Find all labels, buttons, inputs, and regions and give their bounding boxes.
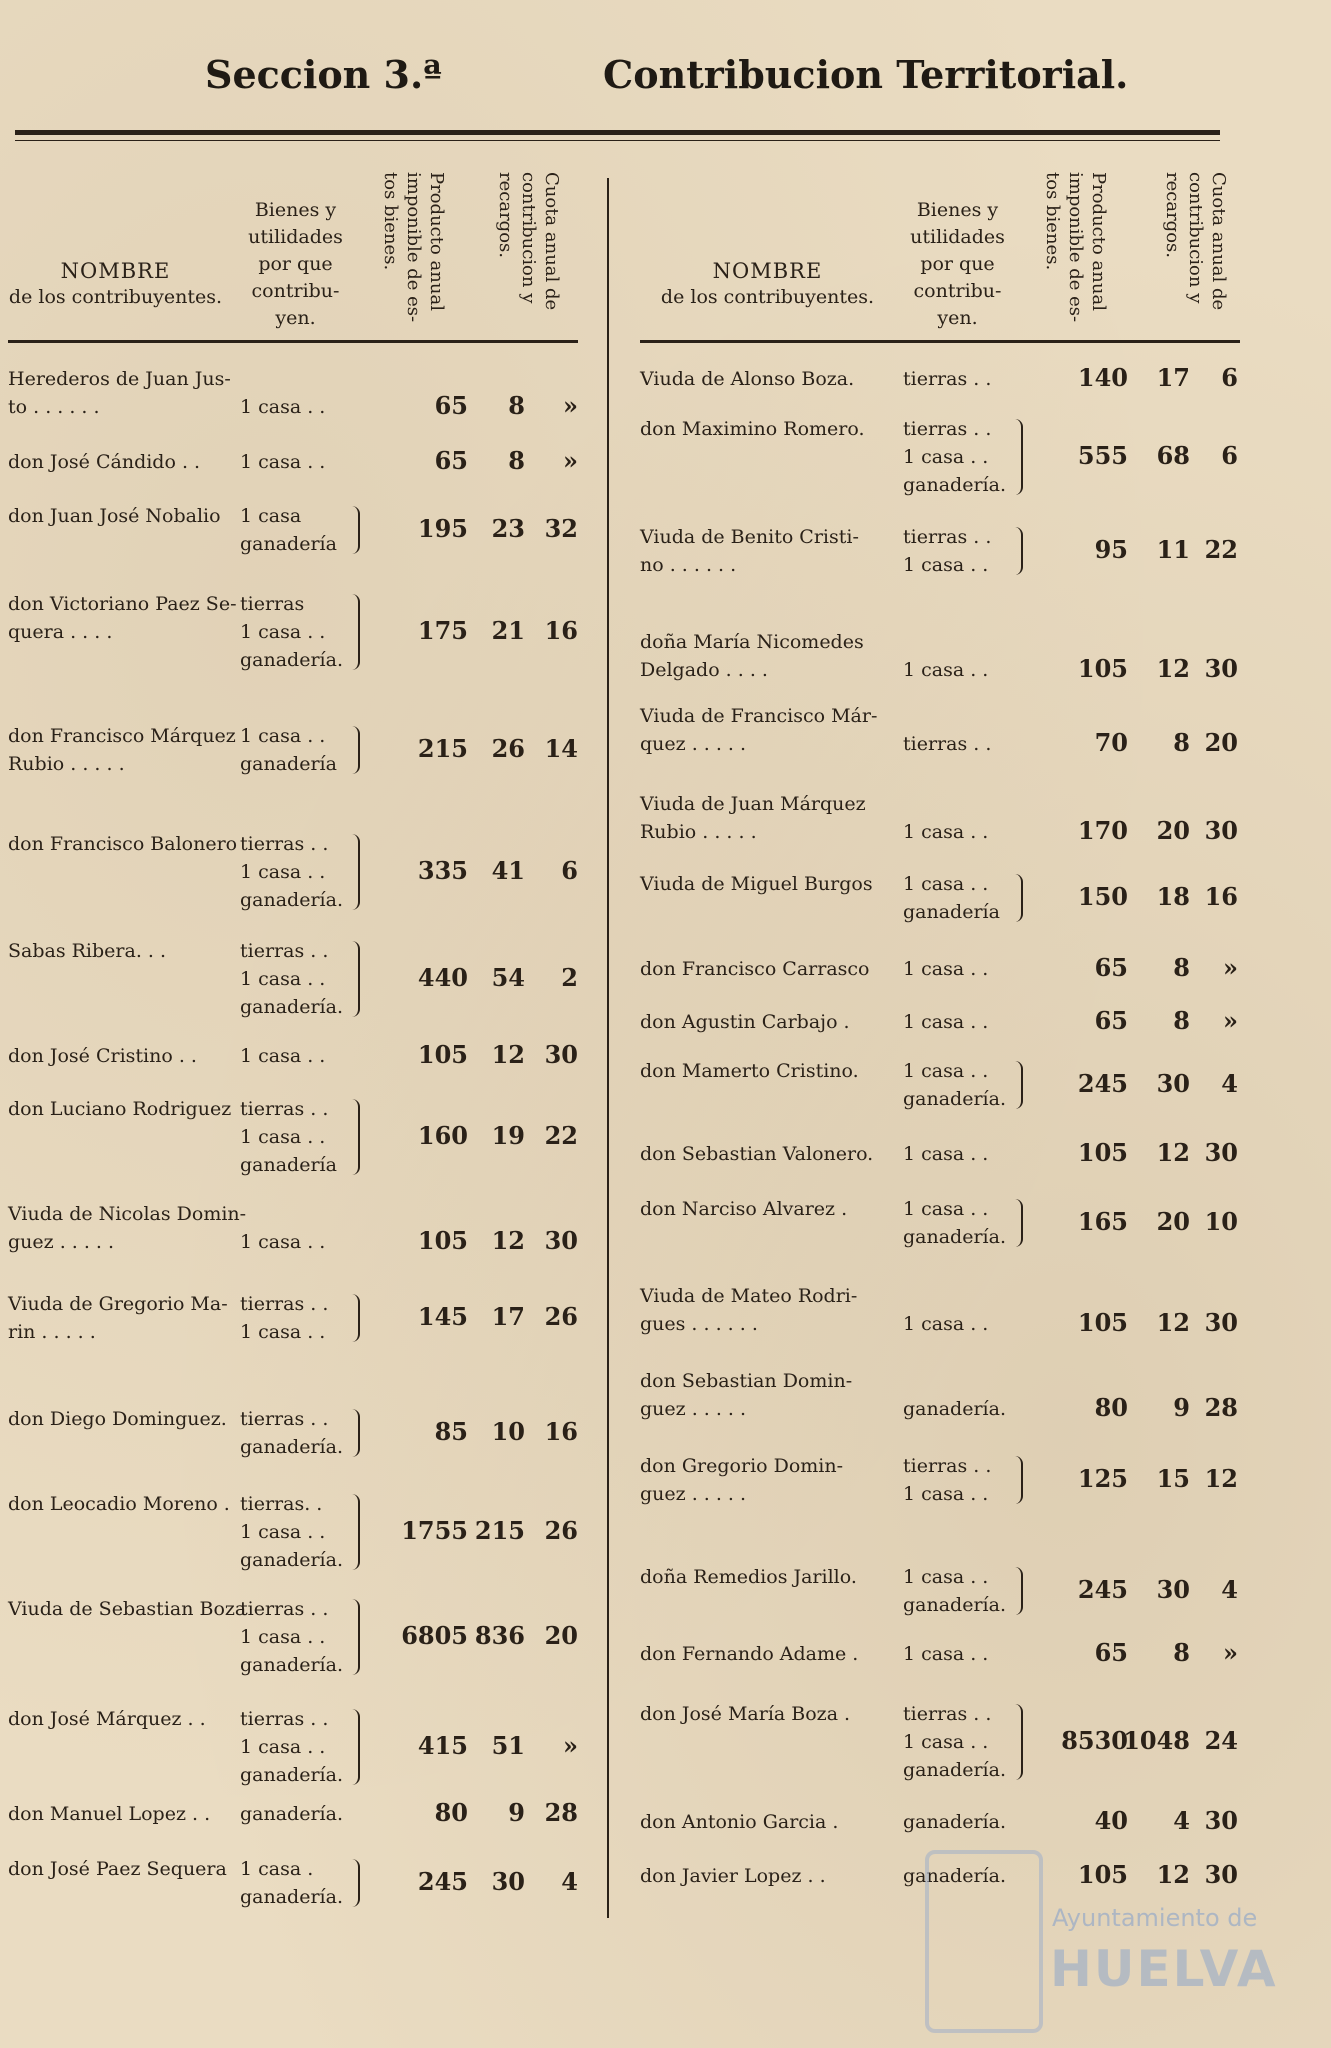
right-table-header xyxy=(640,150,1240,343)
contributor-name: don Sebastian Domin- guez . . . . . xyxy=(640,1370,853,1420)
cuota-centimos-value: 16 xyxy=(544,1417,578,1446)
cuota-reales-value: 4 xyxy=(1173,1806,1190,1835)
cuota-centimos-value: 24 xyxy=(1204,1726,1238,1755)
cuota-reales-value: 17 xyxy=(1156,363,1190,392)
cuota-reales-value: 1048 xyxy=(1123,1726,1190,1755)
cuota-reales-value: 20 xyxy=(1156,816,1190,845)
bienes-cell: 1 casa . . ganadería xyxy=(903,873,1000,923)
cuota-reales-value: 215 xyxy=(474,1516,525,1545)
bienes-cell: 1 casa . . xyxy=(903,821,989,843)
cuota-reales-value: 8 xyxy=(1173,953,1190,982)
brace-icon xyxy=(1015,419,1023,495)
brace-icon xyxy=(1015,1199,1023,1247)
brace-icon xyxy=(352,1599,360,1675)
bienes-cell: 1 casa . . xyxy=(903,958,989,980)
brace-icon xyxy=(352,726,360,774)
bienes-cell: tierras . . 1 casa . . xyxy=(903,526,992,576)
bienes-cell: tierras . . xyxy=(903,733,992,755)
right-column xyxy=(640,150,1240,343)
bienes-cell: tierras . . 1 casa . . ganadería. xyxy=(240,1708,343,1786)
cuota-centimos-value: 6 xyxy=(1221,363,1238,392)
producto-value: 8530 xyxy=(1061,1726,1128,1755)
contributor-name: Viuda de Nicolas Domin- guez . . . . . xyxy=(8,1203,247,1253)
bienes-cell: ganadería. xyxy=(240,1803,343,1825)
bienes-cell: 1 casa . ganadería. xyxy=(240,1858,343,1908)
cuota-centimos-value: 30 xyxy=(544,1226,578,1255)
cuota-centimos-value: 20 xyxy=(544,1621,578,1650)
producto-value: 415 xyxy=(417,1731,468,1760)
cuota-reales-value: 8 xyxy=(508,446,525,475)
cuota-centimos-value: 30 xyxy=(544,1040,578,1069)
left-table-header xyxy=(8,150,578,343)
bienes-cell: 1 casa . . xyxy=(903,1643,989,1665)
producto-value: 80 xyxy=(1094,1393,1128,1422)
brace-icon xyxy=(352,1709,360,1785)
page-title xyxy=(0,52,1331,112)
header-cuota: Cuota anual de contribucion y recargos. xyxy=(495,172,562,311)
producto-value: 105 xyxy=(1077,1308,1128,1337)
brace-icon xyxy=(352,834,360,910)
cuota-reales-value: 18 xyxy=(1156,882,1190,911)
contributor-name: don Victoriano Paez Se- quera . . . . xyxy=(8,593,237,643)
brace-icon xyxy=(1015,1704,1023,1780)
cuota-reales-value: 17 xyxy=(491,1302,525,1331)
cuota-reales-value: 54 xyxy=(491,963,525,992)
section-label: Seccion 3.ª xyxy=(205,52,442,97)
producto-value: 70 xyxy=(1094,728,1128,757)
watermark-seal-icon xyxy=(925,1850,1043,2033)
cuota-reales-value: 30 xyxy=(1156,1575,1190,1604)
cuota-reales-value: 12 xyxy=(1156,654,1190,683)
brace-icon xyxy=(352,1099,360,1175)
producto-value: 335 xyxy=(417,856,468,885)
producto-value: 95 xyxy=(1094,535,1128,564)
contributor-name: don Francisco Balonero xyxy=(8,833,238,855)
cuota-centimos-value: » xyxy=(563,1731,578,1760)
brace-icon xyxy=(352,1494,360,1570)
producto-value: 245 xyxy=(1077,1575,1128,1604)
bienes-cell: tierras. . 1 casa . . ganadería. xyxy=(240,1493,343,1571)
cuota-reales-value: 12 xyxy=(1156,1308,1190,1337)
cuota-centimos-value: » xyxy=(1223,1638,1238,1667)
contributor-name: doña Remedios Jarillo. xyxy=(640,1566,857,1588)
cuota-centimos-value: 26 xyxy=(544,1302,578,1331)
brace-icon xyxy=(352,1409,360,1457)
contributor-name: don Agustin Carbajo . xyxy=(640,1011,850,1033)
bienes-cell: 1 casa . . xyxy=(240,1045,326,1067)
header-nombre: NOMBRE de los contribuyentes. xyxy=(660,259,875,308)
cuota-centimos-value: 30 xyxy=(1204,816,1238,845)
bienes-cell: tierras 1 casa . . ganadería. xyxy=(240,593,343,671)
cuota-reales-value: 41 xyxy=(491,856,525,885)
cuota-reales-value: 30 xyxy=(1156,1069,1190,1098)
cuota-centimos-value: 22 xyxy=(544,1121,578,1150)
brace-icon xyxy=(1015,874,1023,922)
brace-icon xyxy=(352,1294,360,1342)
contributor-name: don Narciso Alvarez . xyxy=(640,1198,848,1220)
cuota-reales-value: 26 xyxy=(491,734,525,763)
watermark-line2: HUELVA xyxy=(1050,1940,1278,1998)
producto-value: 105 xyxy=(1077,654,1128,683)
top-rule xyxy=(15,130,1220,135)
header-bienes: Bienes y utilidades por que contribu- yen. xyxy=(248,199,343,329)
cuota-reales-value: 12 xyxy=(491,1040,525,1069)
cuota-reales-value: 12 xyxy=(1156,1860,1190,1889)
brace-icon xyxy=(352,506,360,554)
contributor-name: don Diego Dominguez. xyxy=(8,1408,227,1430)
cuota-centimos-value: » xyxy=(1223,953,1238,982)
bienes-cell: tierras . . 1 casa . . ganadería. xyxy=(903,418,1006,496)
producto-value: 165 xyxy=(1077,1207,1128,1236)
title-text: Contribucion Territorial. xyxy=(603,52,1129,97)
bienes-cell: 1 casa . . xyxy=(903,1143,989,1165)
left-column xyxy=(8,150,578,343)
cuota-reales-value: 21 xyxy=(491,616,525,645)
bienes-cell: 1 casa ganadería xyxy=(240,505,337,555)
producto-value: 175 xyxy=(417,616,468,645)
producto-value: 6805 xyxy=(401,1621,468,1650)
header-producto: Producto anual imponible de es-tos bienes. xyxy=(380,172,447,323)
cuota-centimos-value: 16 xyxy=(544,616,578,645)
bienes-cell: tierras . . 1 casa . . ganadería. xyxy=(240,1598,343,1676)
column-divider xyxy=(607,178,609,1918)
bienes-cell: 1 casa . . xyxy=(903,1011,989,1033)
cuota-centimos-value: 6 xyxy=(561,856,578,885)
producto-value: 150 xyxy=(1077,882,1128,911)
producto-value: 85 xyxy=(434,1417,468,1446)
contributor-name: Viuda de Francisco Már- quez . . . . . xyxy=(640,705,878,755)
producto-value: 125 xyxy=(1077,1464,1128,1493)
contributor-name: don Francisco Márquez Rubio . . . . . xyxy=(8,725,236,775)
producto-value: 65 xyxy=(1094,1638,1128,1667)
bienes-cell: 1 casa . . xyxy=(903,659,989,681)
brace-icon xyxy=(1015,1061,1023,1109)
cuota-centimos-value: 4 xyxy=(561,1867,578,1896)
cuota-centimos-value: 14 xyxy=(544,734,578,763)
brace-icon xyxy=(1015,1456,1023,1504)
producto-value: 140 xyxy=(1077,363,1128,392)
cuota-centimos-value: 30 xyxy=(1204,1806,1238,1835)
cuota-centimos-value: 12 xyxy=(1204,1464,1238,1493)
cuota-centimos-value: 28 xyxy=(1204,1393,1238,1422)
cuota-reales-value: 10 xyxy=(491,1417,525,1446)
bienes-cell: tierras . . 1 casa . . xyxy=(240,1293,329,1343)
contributor-name: don Javier Lopez . . xyxy=(640,1865,826,1887)
cuota-reales-value: 23 xyxy=(491,514,525,543)
contributor-name: don José Cándido . . xyxy=(8,451,201,473)
cuota-reales-value: 68 xyxy=(1156,441,1190,470)
header-cuota: Cuota anual de contribucion y recargos. xyxy=(1162,172,1229,311)
brace-icon xyxy=(352,1859,360,1907)
contributor-name: Viuda de Sebastian Boza xyxy=(8,1598,247,1620)
cuota-reales-value: 30 xyxy=(491,1867,525,1896)
cuota-centimos-value: 16 xyxy=(1204,882,1238,911)
producto-value: 170 xyxy=(1077,816,1128,845)
producto-value: 440 xyxy=(417,963,468,992)
producto-value: 555 xyxy=(1077,441,1128,470)
bienes-cell: tierras . . 1 casa . . xyxy=(903,1455,992,1505)
bienes-cell: ganadería. xyxy=(903,1865,1006,1887)
contributor-name: Viuda de Miguel Burgos xyxy=(640,873,873,895)
bienes-cell: 1 casa . . xyxy=(240,396,326,418)
contributor-name: don Manuel Lopez . . xyxy=(8,1803,211,1825)
cuota-reales-value: 8 xyxy=(1173,1638,1190,1667)
cuota-centimos-value: 2 xyxy=(561,963,578,992)
cuota-centimos-value: 30 xyxy=(1204,1138,1238,1167)
producto-value: 65 xyxy=(434,391,468,420)
contributor-name: don Juan José Nobalio xyxy=(8,505,221,527)
contributor-name: don Fernando Adame . xyxy=(640,1643,859,1665)
producto-value: 160 xyxy=(417,1121,468,1150)
bienes-cell: ganadería. xyxy=(903,1811,1006,1833)
cuota-reales-value: 19 xyxy=(491,1121,525,1150)
cuota-centimos-value: 28 xyxy=(544,1798,578,1827)
contributor-name: don Leocadio Moreno . xyxy=(8,1493,230,1515)
cuota-reales-value: 9 xyxy=(1173,1393,1190,1422)
producto-value: 40 xyxy=(1094,1806,1128,1835)
producto-value: 195 xyxy=(417,514,468,543)
contributor-name: don José Cristino . . xyxy=(8,1045,197,1067)
bienes-cell: ganadería. xyxy=(903,1398,1006,1420)
top-rule-thin xyxy=(15,140,1220,141)
cuota-reales-value: 9 xyxy=(508,1798,525,1827)
contributor-name: don Maximino Romero. xyxy=(640,418,865,440)
contributor-name: don Sebastian Valonero. xyxy=(640,1143,874,1165)
cuota-centimos-value: 20 xyxy=(1204,728,1238,757)
cuota-reales-value: 12 xyxy=(1156,1138,1190,1167)
producto-value: 245 xyxy=(1077,1069,1128,1098)
cuota-centimos-value: » xyxy=(563,391,578,420)
cuota-reales-value: 8 xyxy=(1173,1006,1190,1035)
header-bienes: Bienes y utilidades por que contribu- yen. xyxy=(910,199,1005,329)
bienes-cell: 1 casa . . ganadería. xyxy=(903,1566,1006,1616)
contributor-name: don Mamerto Cristino. xyxy=(640,1060,859,1082)
header-nombre: NOMBRE de los contribuyentes. xyxy=(8,259,223,308)
cuota-centimos-value: 4 xyxy=(1221,1069,1238,1098)
contributor-name: Viuda de Benito Cristi- no . . . . . . xyxy=(640,526,859,576)
cuota-centimos-value: 30 xyxy=(1204,1860,1238,1889)
cuota-centimos-value: 30 xyxy=(1204,654,1238,683)
cuota-centimos-value: » xyxy=(1223,1006,1238,1035)
producto-value: 145 xyxy=(417,1302,468,1331)
contributor-name: Herederos de Juan Jus- to . . . . . . xyxy=(8,368,231,418)
cuota-centimos-value: 4 xyxy=(1221,1575,1238,1604)
producto-value: 65 xyxy=(1094,953,1128,982)
cuota-reales-value: 20 xyxy=(1156,1207,1190,1236)
brace-icon xyxy=(352,594,360,670)
cuota-reales-value: 11 xyxy=(1156,535,1190,564)
bienes-cell: 1 casa . . xyxy=(240,451,326,473)
producto-value: 65 xyxy=(1094,1006,1128,1035)
cuota-centimos-value: 22 xyxy=(1204,535,1238,564)
bienes-cell: tierras . . ganadería. xyxy=(240,1408,343,1458)
producto-value: 105 xyxy=(417,1226,468,1255)
bienes-cell: tierras . . 1 casa . . ganadería xyxy=(240,1098,337,1176)
producto-value: 1755 xyxy=(401,1516,468,1545)
watermark-line1: Ayuntamiento de xyxy=(1052,1904,1258,1932)
cuota-reales-value: 836 xyxy=(474,1621,525,1650)
bienes-cell: 1 casa . . ganadería xyxy=(240,725,337,775)
cuota-centimos-value: 10 xyxy=(1204,1207,1238,1236)
contributor-name: Viuda de Alonso Boza. xyxy=(640,368,855,390)
contributor-name: don Gregorio Domin- guez . . . . . xyxy=(640,1455,844,1505)
contributor-name: don Luciano Rodriguez xyxy=(8,1098,232,1120)
producto-value: 80 xyxy=(434,1798,468,1827)
producto-value: 65 xyxy=(434,446,468,475)
cuota-centimos-value: 6 xyxy=(1221,441,1238,470)
header-producto: Producto anual imponible de es-tos bienes. xyxy=(1042,172,1109,323)
bienes-cell: 1 casa . . ganadería. xyxy=(903,1060,1006,1110)
cuota-reales-value: 12 xyxy=(491,1226,525,1255)
producto-value: 105 xyxy=(1077,1138,1128,1167)
contributor-name: Viuda de Gregorio Ma- rin . . . . . xyxy=(8,1293,228,1343)
contributor-name: Sabas Ribera. . . xyxy=(8,940,167,962)
contributor-name: Viuda de Juan Márquez Rubio . . . . . xyxy=(640,793,866,843)
bienes-cell: 1 casa . . xyxy=(240,1231,326,1253)
producto-value: 105 xyxy=(1077,1860,1128,1889)
bienes-cell: 1 casa . . ganadería. xyxy=(903,1198,1006,1248)
producto-value: 105 xyxy=(417,1040,468,1069)
cuota-centimos-value: » xyxy=(563,446,578,475)
contributor-name: don José Márquez . . xyxy=(8,1708,206,1730)
bienes-cell: tierras . . 1 casa . . ganadería. xyxy=(240,833,343,911)
producto-value: 215 xyxy=(417,734,468,763)
brace-icon xyxy=(1015,527,1023,575)
cuota-reales-value: 15 xyxy=(1156,1464,1190,1493)
cuota-centimos-value: 30 xyxy=(1204,1308,1238,1337)
cuota-centimos-value: 32 xyxy=(544,514,578,543)
cuota-centimos-value: 26 xyxy=(544,1516,578,1545)
contributor-name: don Antonio Garcia . xyxy=(640,1811,839,1833)
cuota-reales-value: 51 xyxy=(491,1731,525,1760)
cuota-reales-value: 8 xyxy=(1173,728,1190,757)
bienes-cell: 1 casa . . xyxy=(903,1313,989,1335)
cuota-reales-value: 8 xyxy=(508,391,525,420)
contributor-name: doña María Nicomedes Delgado . . . . xyxy=(640,631,864,681)
bienes-cell: tierras . . 1 casa . . ganadería. xyxy=(240,940,343,1018)
contributor-name: don Francisco Carrasco xyxy=(640,958,870,980)
contributor-name: don José María Boza . xyxy=(640,1703,851,1725)
bienes-cell: tierras . . xyxy=(903,368,992,390)
bienes-cell: tierras . . 1 casa . . ganadería. xyxy=(903,1703,1006,1781)
contributor-name: Viuda de Mateo Rodri- gues . . . . . . xyxy=(640,1285,858,1335)
brace-icon xyxy=(352,941,360,1017)
producto-value: 245 xyxy=(417,1867,468,1896)
brace-icon xyxy=(1015,1567,1023,1615)
contributor-name: don José Paez Sequera xyxy=(8,1858,227,1880)
